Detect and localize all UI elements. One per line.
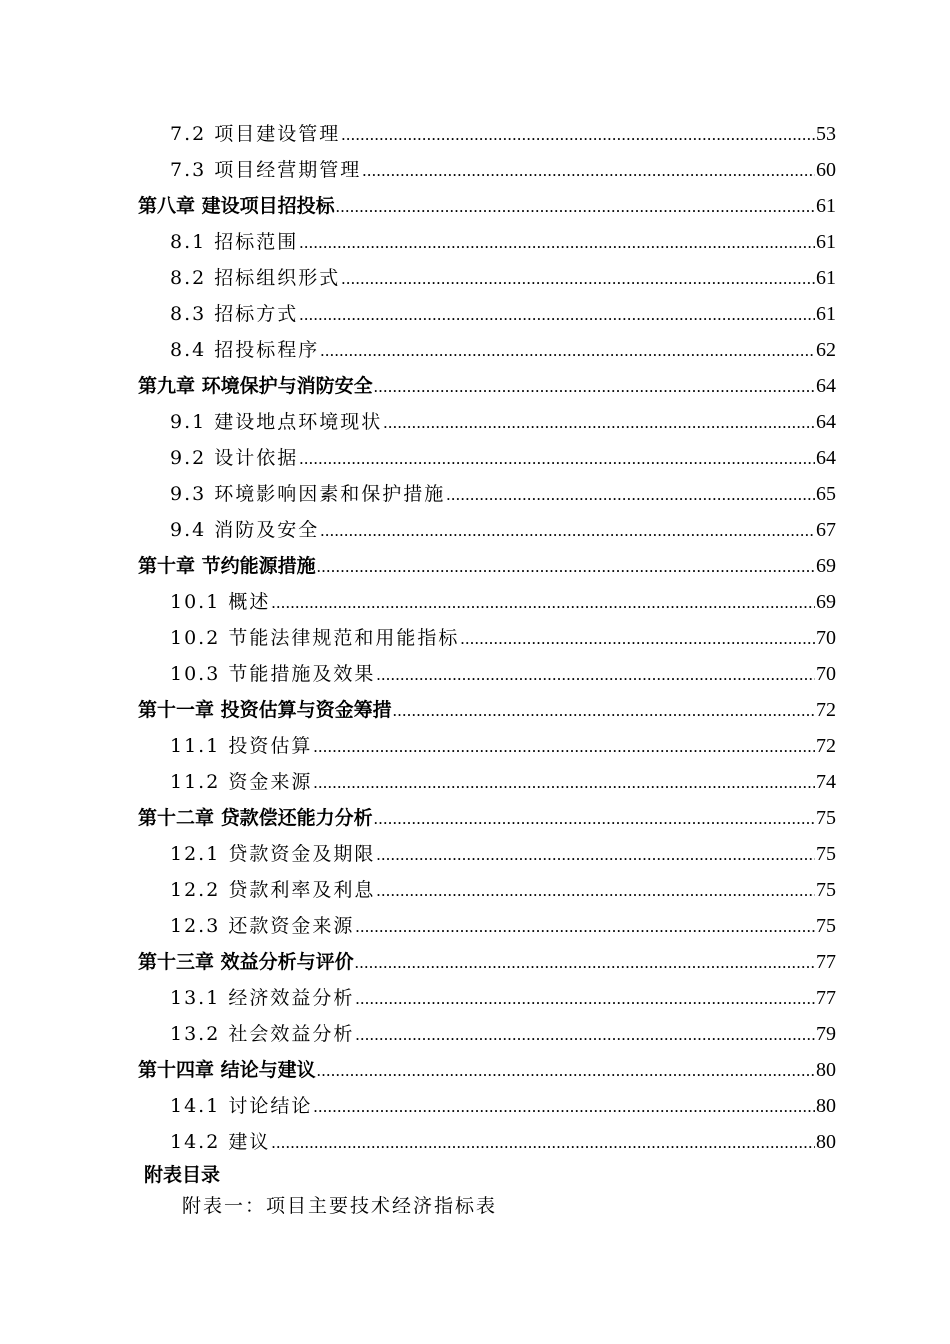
toc-entry-page: 75 — [816, 915, 836, 937]
toc-entry-title: 第十一章 投资估算与资金筹措 — [138, 699, 392, 721]
toc-entry-title: 12.2 贷款利率及利息 — [170, 879, 376, 901]
toc-entry-page: 62 — [816, 339, 836, 361]
toc-entry[interactable] — [138, 584, 836, 620]
dot-leader — [320, 333, 815, 369]
dot-leader — [355, 1017, 815, 1053]
toc-entry-page: 72 — [816, 735, 836, 757]
dot-leader — [299, 441, 815, 477]
toc-entry-title: 7.2 项目建设管理 — [170, 123, 341, 145]
dot-leader — [446, 477, 815, 513]
toc-entry-title: 9.2 设计依据 — [170, 447, 299, 469]
toc-entry-title: 14.2 建议 — [170, 1131, 271, 1153]
toc-entry-page: 74 — [816, 771, 836, 793]
toc-entry[interactable] — [138, 260, 836, 296]
toc-entry-title: 8.3 招标方式 — [170, 303, 299, 325]
dot-leader — [393, 693, 815, 729]
toc-entry[interactable] — [138, 152, 836, 188]
toc-entry-page: 77 — [816, 951, 836, 973]
toc-entry-page: 70 — [816, 663, 836, 685]
toc-entry-title: 12.3 还款资金来源 — [170, 915, 355, 937]
dot-leader — [362, 153, 815, 189]
toc-entry-page: 61 — [816, 231, 836, 253]
dot-leader — [313, 1089, 815, 1125]
toc-entry-title: 12.1 贷款资金及期限 — [170, 843, 376, 865]
toc-entry-title: 10.3 节能措施及效果 — [170, 663, 376, 685]
dot-leader — [341, 117, 815, 153]
toc-entry-page: 80 — [816, 1131, 836, 1153]
toc-entry-page: 75 — [816, 879, 836, 901]
toc-entry-title: 13.2 社会效益分析 — [170, 1023, 355, 1045]
toc-chapter[interactable] — [138, 1052, 836, 1088]
toc-entry-page: 70 — [816, 627, 836, 649]
toc-entry-title: 14.1 讨论结论 — [170, 1095, 313, 1117]
toc-chapter[interactable] — [138, 188, 836, 224]
toc-entry[interactable] — [138, 764, 836, 800]
toc-entry-page: 75 — [816, 843, 836, 865]
dot-leader — [376, 837, 815, 873]
dot-leader — [336, 189, 815, 225]
toc-entry[interactable] — [138, 404, 836, 440]
toc-entry[interactable] — [138, 908, 836, 944]
dot-leader — [374, 369, 815, 405]
toc-entry-page: 72 — [816, 699, 836, 721]
toc-entry-page: 61 — [816, 267, 836, 289]
toc-entry[interactable] — [138, 224, 836, 260]
toc-entry-title: 8.1 招标范围 — [170, 231, 299, 253]
toc-entry-page: 53 — [816, 123, 836, 145]
toc-entry-page: 80 — [816, 1059, 836, 1081]
toc-entry[interactable] — [138, 728, 836, 764]
toc-entry[interactable] — [138, 332, 836, 368]
toc-entry-title: 8.4 招投标程序 — [170, 339, 320, 361]
toc-entry-title: 第十三章 效益分析与评价 — [138, 951, 354, 973]
toc-entry[interactable] — [138, 440, 836, 476]
toc-entry-title: 9.4 消防及安全 — [170, 519, 320, 541]
dot-leader — [374, 801, 815, 837]
dot-leader — [355, 909, 815, 945]
toc-entry[interactable] — [138, 1124, 836, 1160]
toc-entry-title: 9.3 环境影响因素和保护措施 — [170, 483, 446, 505]
dot-leader — [376, 657, 815, 693]
dot-leader — [299, 225, 815, 261]
toc-entry-page: 75 — [816, 807, 836, 829]
dot-leader — [355, 945, 815, 981]
toc-entry-title: 第八章 建设项目招投标 — [138, 195, 335, 217]
toc-entry-title: 第十二章 贷款偿还能力分析 — [138, 807, 373, 829]
toc-entry[interactable] — [138, 620, 836, 656]
toc-entry[interactable] — [138, 980, 836, 1016]
toc-entry-title: 11.2 资金来源 — [170, 771, 313, 793]
toc-entry-page: 69 — [816, 591, 836, 613]
toc-entry[interactable] — [138, 872, 836, 908]
toc-entry-page: 64 — [816, 447, 836, 469]
table-of-contents — [138, 116, 836, 1160]
toc-entry-title: 8.2 招标组织形式 — [170, 267, 341, 289]
toc-entry[interactable] — [138, 476, 836, 512]
toc-entry[interactable] — [138, 512, 836, 548]
toc-entry-title: 第十章 节约能源措施 — [138, 555, 316, 577]
toc-chapter[interactable] — [138, 548, 836, 584]
toc-entry[interactable] — [138, 116, 836, 152]
dot-leader — [355, 981, 815, 1017]
toc-entry[interactable] — [138, 1016, 836, 1052]
dot-leader — [271, 1125, 815, 1161]
appendix-entry[interactable]: 附表一：项目主要技术经济指标表 — [182, 1195, 498, 1217]
toc-entry-page: 67 — [816, 519, 836, 541]
toc-entry[interactable] — [138, 296, 836, 332]
toc-chapter[interactable] — [138, 800, 836, 836]
toc-entry-page: 61 — [816, 303, 836, 325]
toc-entry-page: 77 — [816, 987, 836, 1009]
dot-leader — [271, 585, 815, 621]
toc-entry-page: 61 — [816, 195, 836, 217]
toc-entry[interactable] — [138, 836, 836, 872]
toc-entry-title: 10.2 节能法律规范和用能指标 — [170, 627, 460, 649]
toc-entry-title: 10.1 概述 — [170, 591, 271, 613]
toc-entry-title: 11.1 投资估算 — [170, 735, 313, 757]
toc-entry-title: 9.1 建设地点环境现状 — [170, 411, 383, 433]
dot-leader — [376, 873, 815, 909]
toc-chapter[interactable] — [138, 692, 836, 728]
toc-entry-title: 第九章 环境保护与消防安全 — [138, 375, 373, 397]
dot-leader — [299, 297, 815, 333]
toc-entry-page: 80 — [816, 1095, 836, 1117]
toc-entry-page: 69 — [816, 555, 836, 577]
dot-leader — [460, 621, 815, 657]
toc-entry-page: 60 — [816, 159, 836, 181]
toc-entry[interactable] — [138, 1088, 836, 1124]
dot-leader — [313, 765, 815, 801]
dot-leader — [313, 729, 815, 765]
dot-leader — [317, 1053, 815, 1089]
toc-entry-title: 第十四章 结论与建议 — [138, 1059, 316, 1081]
toc-chapter[interactable] — [138, 944, 836, 980]
toc-entry-page: 65 — [816, 483, 836, 505]
dot-leader — [383, 405, 815, 441]
toc-chapter[interactable] — [138, 368, 836, 404]
toc-entry-page: 64 — [816, 411, 836, 433]
toc-entry-title: 13.1 经济效益分析 — [170, 987, 355, 1009]
dot-leader — [341, 261, 815, 297]
dot-leader — [320, 513, 815, 549]
toc-entry-page: 79 — [816, 1023, 836, 1045]
toc-entry[interactable] — [138, 656, 836, 692]
dot-leader — [317, 549, 815, 585]
toc-entry-page: 64 — [816, 375, 836, 397]
toc-entry-title: 7.3 项目经营期管理 — [170, 159, 362, 181]
appendix-heading: 附表目录 — [144, 1164, 221, 1186]
